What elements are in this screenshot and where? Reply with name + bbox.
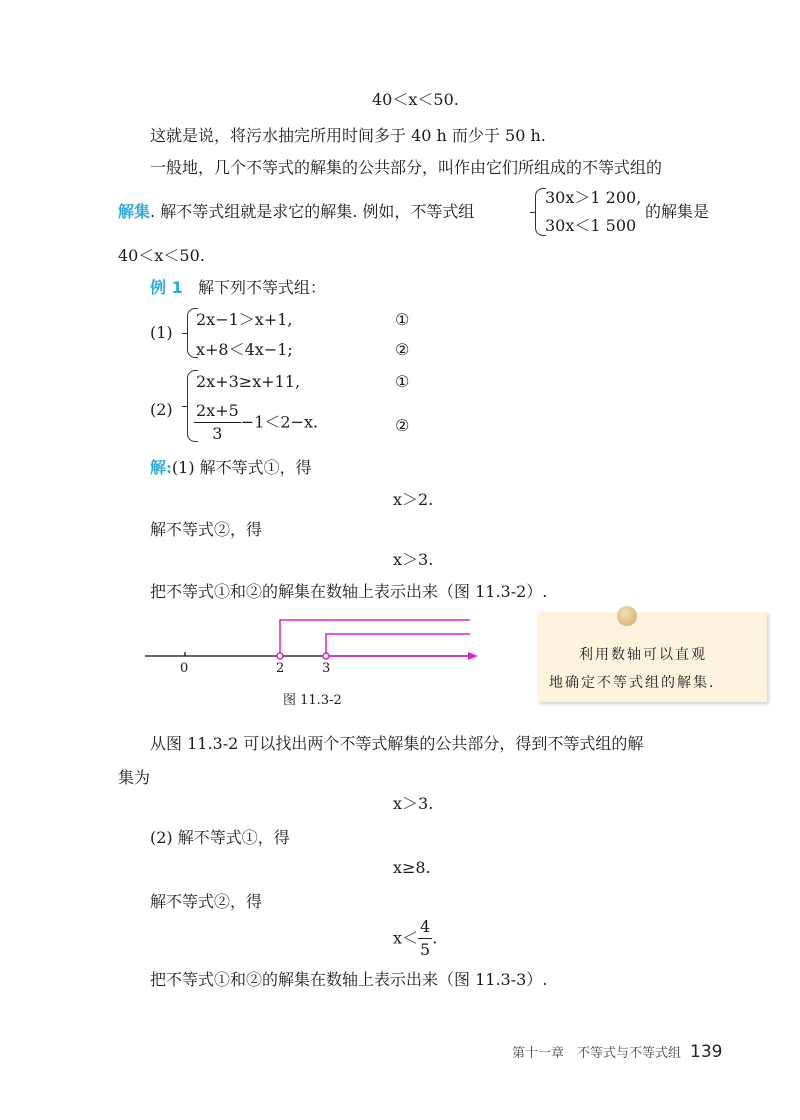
open-point-2 xyxy=(277,653,283,659)
result-x-lt-4-5 xyxy=(393,918,437,958)
solution-step-2: 解不等式②，得 xyxy=(150,520,263,539)
result-period: . xyxy=(432,928,438,948)
term-solution-set: 解集 xyxy=(118,202,151,221)
solution-step-7: 解不等式②，得 xyxy=(150,892,263,911)
solution-ray-x-gt-2 xyxy=(280,620,470,656)
result-x-gt-3: x＞3. xyxy=(393,550,434,569)
fraction-denominator: 3 xyxy=(194,422,241,443)
note-line-2: 地确定不等式组的解集. xyxy=(549,675,716,691)
solution-step-1: (1) 解不等式①，得 xyxy=(171,458,312,477)
page-number: 139 xyxy=(690,1042,723,1062)
fraction-numerator: 2x+5 xyxy=(196,401,239,420)
result-fraction xyxy=(418,918,432,958)
solution-label: 解: xyxy=(150,458,172,477)
solution-ray-x-gt-3 xyxy=(326,634,470,656)
note-line-1: 利用数轴可以直观 xyxy=(579,647,707,663)
solution-step-4: 从图 11.3-2 可以找出两个不等式解集的公共部分，得到不等式组的解 xyxy=(150,734,644,753)
problem-2-mark-2: ② xyxy=(395,416,410,435)
tick-label-3: 3 xyxy=(322,661,331,676)
paragraph-meaning: 这就是说，将污水抽完所用时间多于 40 h 而少于 50 h. xyxy=(150,126,546,145)
problem-1-label: (1) xyxy=(150,323,173,342)
problem-2-fraction xyxy=(194,402,241,442)
solution-line-1 xyxy=(150,460,312,476)
problem-2-label: (2) xyxy=(150,400,173,419)
solution-step-8: 把不等式①和②的解集在数轴上表示出来（图 11.3-3）. xyxy=(150,970,548,989)
result-lhs: x＜ xyxy=(393,928,419,948)
system-ineq-a: 30x＞1 200, xyxy=(545,188,642,207)
problem-1-mark-1: ① xyxy=(395,310,410,329)
problem-2-eq2-rest: −1＜2−x. xyxy=(240,412,319,432)
solution-step-6: (2) 解不等式①，得 xyxy=(150,828,290,847)
tick-label-0: 0 xyxy=(180,661,189,676)
paragraph-general-2: . 解不等式组就是求它的解集. 例如，不等式组 xyxy=(150,202,475,221)
solution-step-5: 集为 xyxy=(118,768,151,787)
fraction-numerator: 4 xyxy=(420,917,431,936)
result-common-x-gt-3: x＞3. xyxy=(393,794,434,813)
example-label: 例 1 xyxy=(150,278,183,297)
paragraph-general-3: 的解集是 xyxy=(645,202,710,221)
solution-step-3: 把不等式①和②的解集在数轴上表示出来（图 11.3-2）. xyxy=(150,582,548,601)
paragraph-general-1: 一般地，几个不等式的解集的公共部分，叫作由它们所组成的不等式组的 xyxy=(150,158,663,177)
system-ineq-b: 30x＜1 500 xyxy=(545,216,637,235)
paragraph-general-2-line xyxy=(118,204,474,220)
result-x-gt-2: x＞2. xyxy=(393,490,434,509)
figure-caption: 图 11.3-2 xyxy=(283,693,342,708)
problem-1-mark-2: ② xyxy=(395,340,410,359)
result-x-ge-8: x≥8. xyxy=(393,858,431,877)
fraction-denominator: 5 xyxy=(420,939,431,959)
problem-2-mark-1: ① xyxy=(395,372,410,391)
problem-1-eq1: 2x−1＞x+1, xyxy=(196,310,293,329)
footer-chapter: 第十一章 不等式与不等式组 xyxy=(512,1046,682,1061)
pin-icon xyxy=(617,606,637,626)
example-title: 解下列不等式组： xyxy=(198,278,327,297)
problem-2-eq1: 2x+3≥x+11, xyxy=(196,372,301,391)
inequality-40-50: 40＜x＜50. xyxy=(372,90,459,109)
tick-label-2: 2 xyxy=(276,661,285,676)
result-40-50: 40＜x＜50. xyxy=(118,246,205,265)
side-note xyxy=(537,612,767,702)
problem-1-eq2: x+8＜4x−1; xyxy=(196,340,293,359)
problem-2-eq2 xyxy=(194,402,318,442)
number-line-figure xyxy=(140,612,490,682)
open-point-3 xyxy=(323,653,329,659)
